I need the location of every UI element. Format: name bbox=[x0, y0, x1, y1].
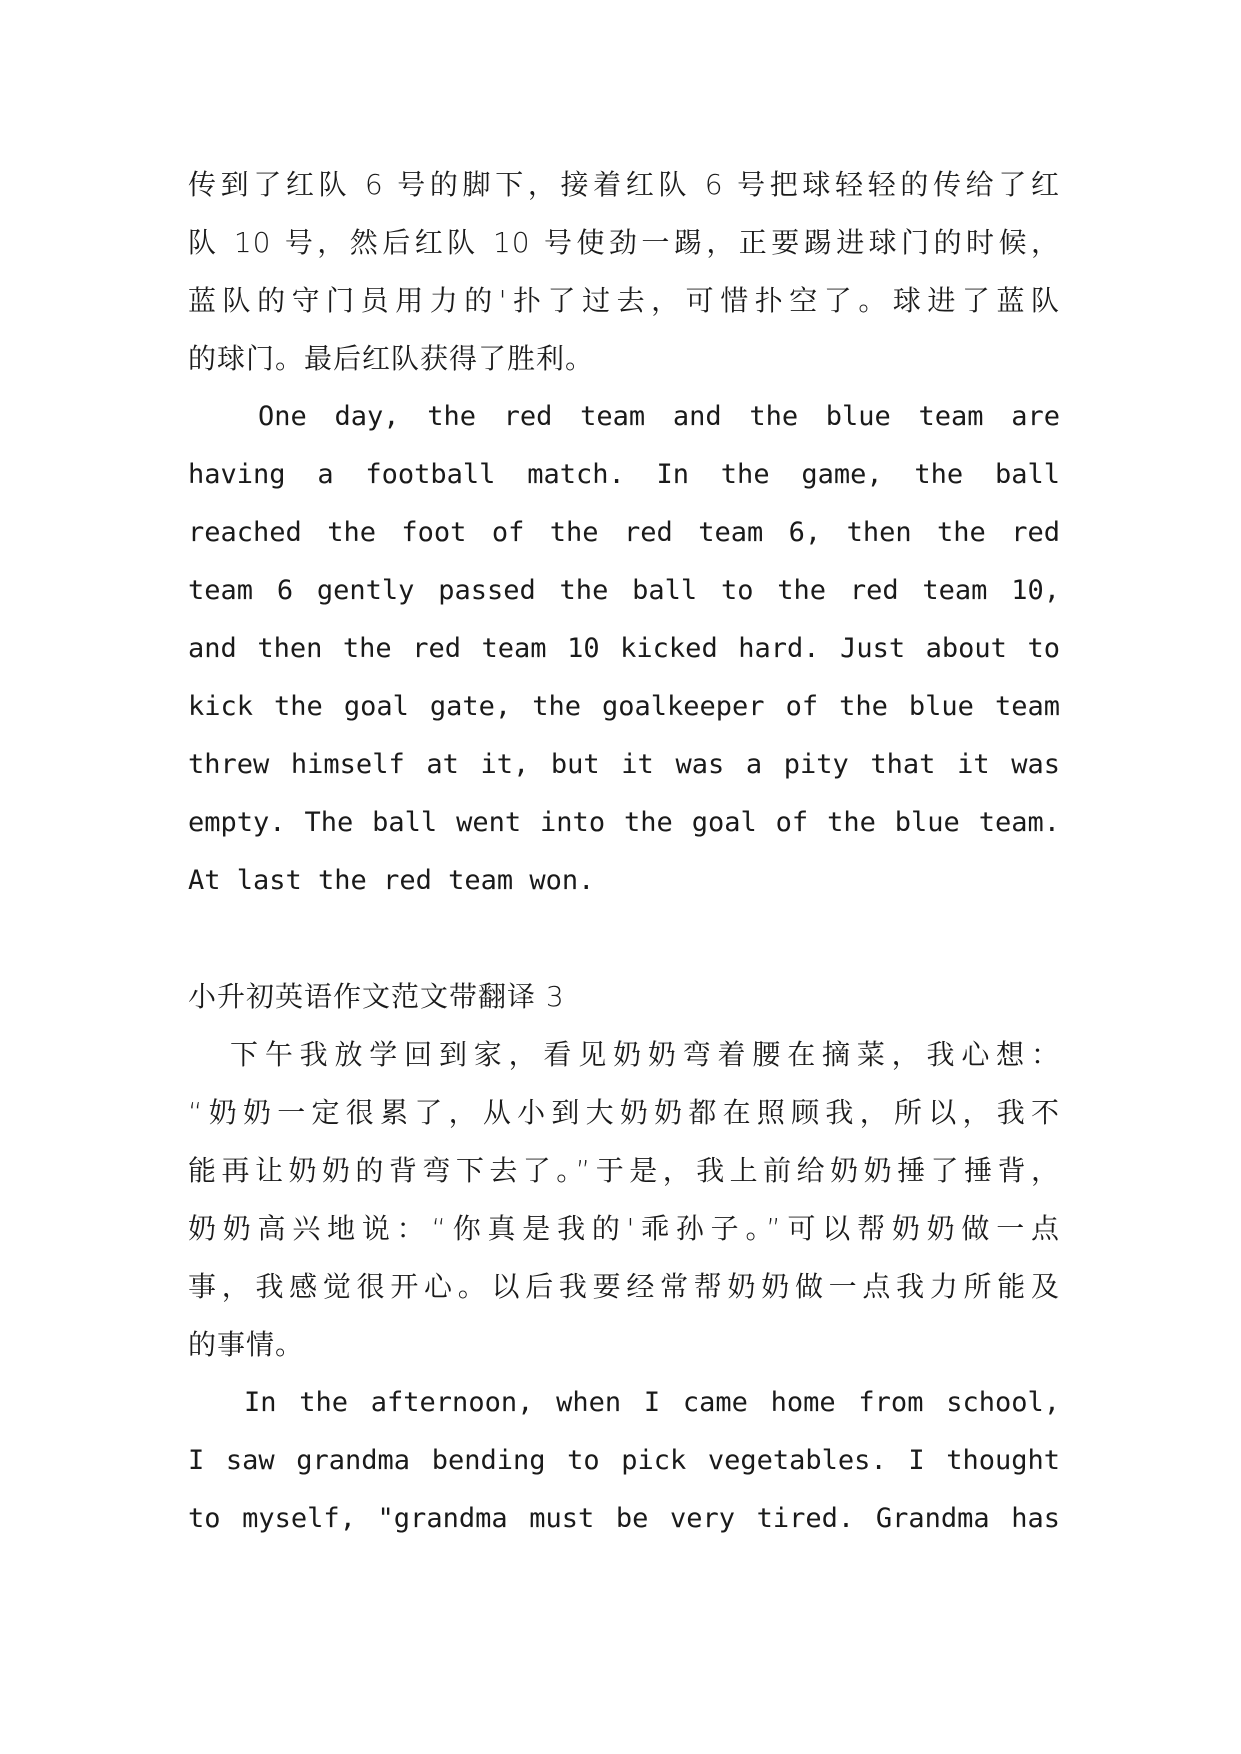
section-heading: 小升初英语作文范文带翻译 3 bbox=[188, 980, 565, 1013]
text-line: 事，我感觉很开心。以后我要经常帮奶奶做一点我力所能及 bbox=[188, 1270, 1060, 1303]
text-line: team 6 gently passed the ball to the red team 10, bbox=[188, 575, 1060, 606]
text-line: and then the red team 10 kicked hard. Just about to bbox=[188, 633, 1060, 664]
text-line: At last the red team won. bbox=[188, 865, 595, 896]
text-line: 队 10 号，然后红队 10 号使劲一踢，正要踢进球门的时候， bbox=[188, 226, 1060, 259]
text-line: 的事情。 bbox=[188, 1328, 305, 1361]
text-line: 的球门。最后红队获得了胜利。 bbox=[188, 342, 595, 375]
text-line: reached the foot of the red team 6, then the red bbox=[188, 517, 1060, 548]
text-line: empty. The ball went into the goal of the blue team. bbox=[188, 807, 1060, 838]
text-line: I saw grandma bending to pick vegetables. I thought bbox=[188, 1445, 1060, 1476]
text-line: 下午我放学回到家，看见奶奶弯着腰在摘菜，我心想： bbox=[230, 1038, 1060, 1071]
paragraph-chinese-football bbox=[188, 156, 1060, 388]
paragraph-english-grandma bbox=[188, 1374, 1060, 1548]
paragraph-chinese-grandma bbox=[188, 1026, 1060, 1374]
text-line: kick the goal gate, the goalkeeper of the blue team bbox=[188, 691, 1060, 722]
text-line: “奶奶一定很累了，从小到大奶奶都在照顾我，所以，我不 bbox=[188, 1096, 1060, 1129]
text-line: 奶奶高兴地说：“你真是我的'乖孙子。”可以帮奶奶做一点 bbox=[188, 1212, 1060, 1245]
text-line: having a football match. In the game, the ball bbox=[188, 459, 1060, 490]
text-line: 能再让奶奶的背弯下去了。”于是，我上前给奶奶捶了捶背， bbox=[188, 1154, 1060, 1187]
text-line: 传到了红队 6 号的脚下，接着红队 6 号把球轻轻的传给了红 bbox=[188, 168, 1060, 201]
text-line: 蓝队的守门员用力的'扑了过去，可惜扑空了。球进了蓝队 bbox=[188, 284, 1060, 317]
paragraph-english-football bbox=[188, 388, 1060, 910]
text-line: threw himself at it, but it was a pity that it was bbox=[188, 749, 1060, 780]
text-line: One day, the red team and the blue team are bbox=[258, 401, 1060, 432]
text-line: to myself, "grandma must be very tired. Grandma has bbox=[188, 1503, 1060, 1534]
document-page bbox=[188, 156, 1060, 1548]
text-line: In the afternoon, when I came home from school, bbox=[244, 1387, 1060, 1418]
